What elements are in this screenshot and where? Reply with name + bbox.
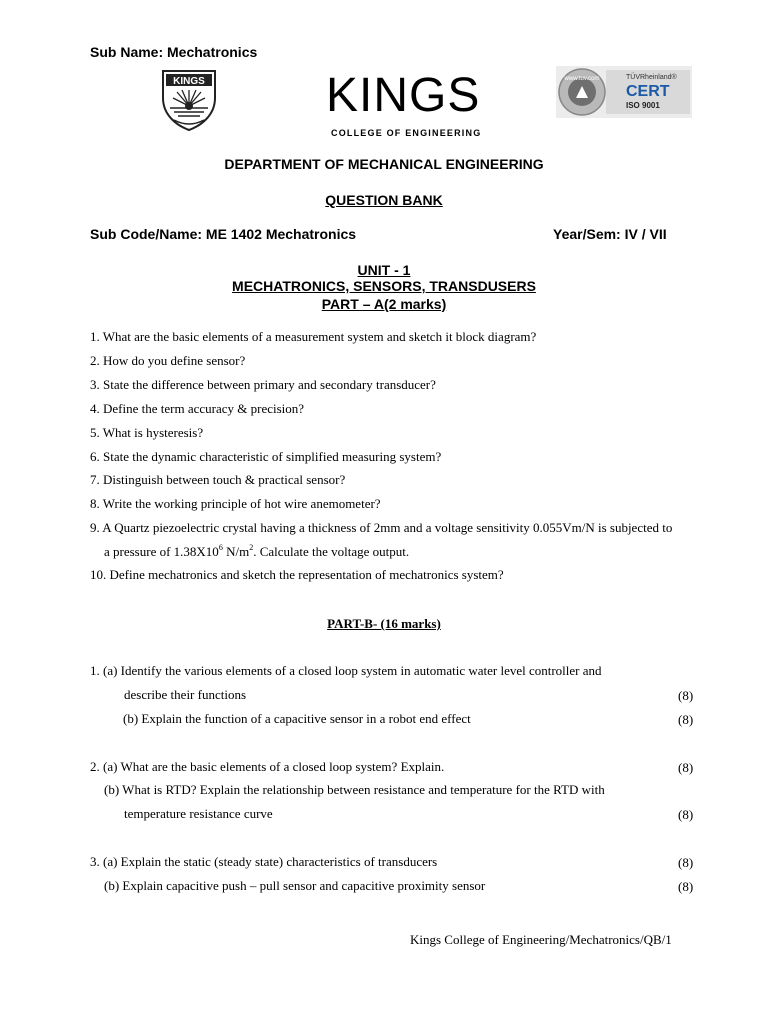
unit-title: UNIT - 1 — [357, 262, 411, 278]
part-b-question-continuation: describe their functions — [124, 687, 247, 702]
kings-shield-logo — [160, 68, 218, 132]
part-a-question-continuation — [104, 545, 409, 558]
part-a-question: 5. What is hysteresis? — [90, 425, 204, 440]
marks-label: (8) — [678, 688, 694, 703]
part-a-question: 2. How do you define sensor? — [90, 353, 246, 368]
marks-label: (8) — [678, 807, 694, 822]
marks-label: (8) — [678, 760, 694, 775]
kings-wordmark: KINGS — [326, 69, 481, 122]
year-semester: Year/Sem: IV / VII — [553, 226, 667, 242]
part-a-question: 6. State the dynamic characteristic of simplified measuring system? — [90, 449, 442, 464]
college-subtitle: COLLEGE OF ENGINEERING — [331, 128, 482, 138]
part-a-title: PART – A(2 marks) — [321, 296, 447, 312]
shield-text: KINGS — [173, 76, 205, 87]
q9-cont-post: . Calculate the voltage output. — [253, 544, 410, 559]
part-b-question-continuation: temperature resistance curve — [124, 806, 273, 821]
marks-label: (8) — [678, 855, 694, 870]
part-a-question: 8. Write the working principle of hot wire anemometer? — [90, 496, 381, 511]
subject-code: Sub Code/Name: ME 1402 Mechatronics — [90, 226, 357, 242]
tuv-cert-logo — [556, 66, 692, 118]
q9-cont-mid: N/m — [222, 544, 250, 559]
part-b-question: 3. (a) Explain the static (steady state) characteristics of transducers — [90, 854, 438, 869]
cert-url: www.tuv.com — [564, 76, 600, 82]
part-b-title: PART-B- (16 marks) — [327, 616, 441, 631]
unit-topic: MECHATRONICS, SENSORS, TRANSDUSERS — [232, 278, 536, 294]
cert-brand: TÜVRheinland® — [626, 74, 677, 81]
marks-label: (8) — [678, 879, 694, 894]
part-b-question: 1. (a) Identify the various elements of a closed loop system in automatic water level controller and — [90, 663, 602, 678]
cert-iso: ISO 9001 — [626, 101, 660, 110]
part-a-question: 4. Define the term accuracy & precision? — [90, 401, 305, 416]
part-a-question: 9. A Quartz piezoelectric crystal having a thickness of 2mm and a voltage sensitivity 0.055Vm/N is subjected to — [90, 520, 673, 535]
part-b-question: 2. (a) What are the basic elements of a closed loop system? Explain. — [90, 759, 445, 774]
q9-cont-pre: a pressure of 1.38X10 — [104, 544, 219, 559]
cert-label: CERT — [626, 83, 670, 100]
part-a-question: 1. What are the basic elements of a measurement system and sketch it block diagram? — [90, 329, 537, 344]
part-a-question: 7. Distinguish between touch & practical sensor? — [90, 472, 346, 487]
part-a-question: 10. Define mechatronics and sketch the representation of mechatronics system? — [90, 567, 504, 582]
part-b-question: (b) What is RTD? Explain the relationship between resistance and temperature for the RTD with — [104, 782, 605, 797]
page-footer: Kings College of Engineering/Mechatronics/QB/1 — [410, 932, 672, 947]
part-b-question: (b) Explain the function of a capacitive sensor in a robot end effect — [123, 711, 471, 726]
q9-exponent-2: 2 — [249, 543, 254, 552]
part-b-question: (b) Explain capacitive push – pull sensor and capacitive proximity sensor — [104, 878, 486, 893]
marks-label: (8) — [678, 712, 694, 727]
part-a-question: 3. State the difference between primary and secondary transducer? — [90, 377, 436, 392]
subject-name: Sub Name: Mechatronics — [90, 44, 258, 60]
question-bank-title: QUESTION BANK — [325, 192, 443, 208]
department-title: DEPARTMENT OF MECHANICAL ENGINEERING — [224, 156, 544, 172]
q9-exponent: 6 — [218, 543, 223, 552]
